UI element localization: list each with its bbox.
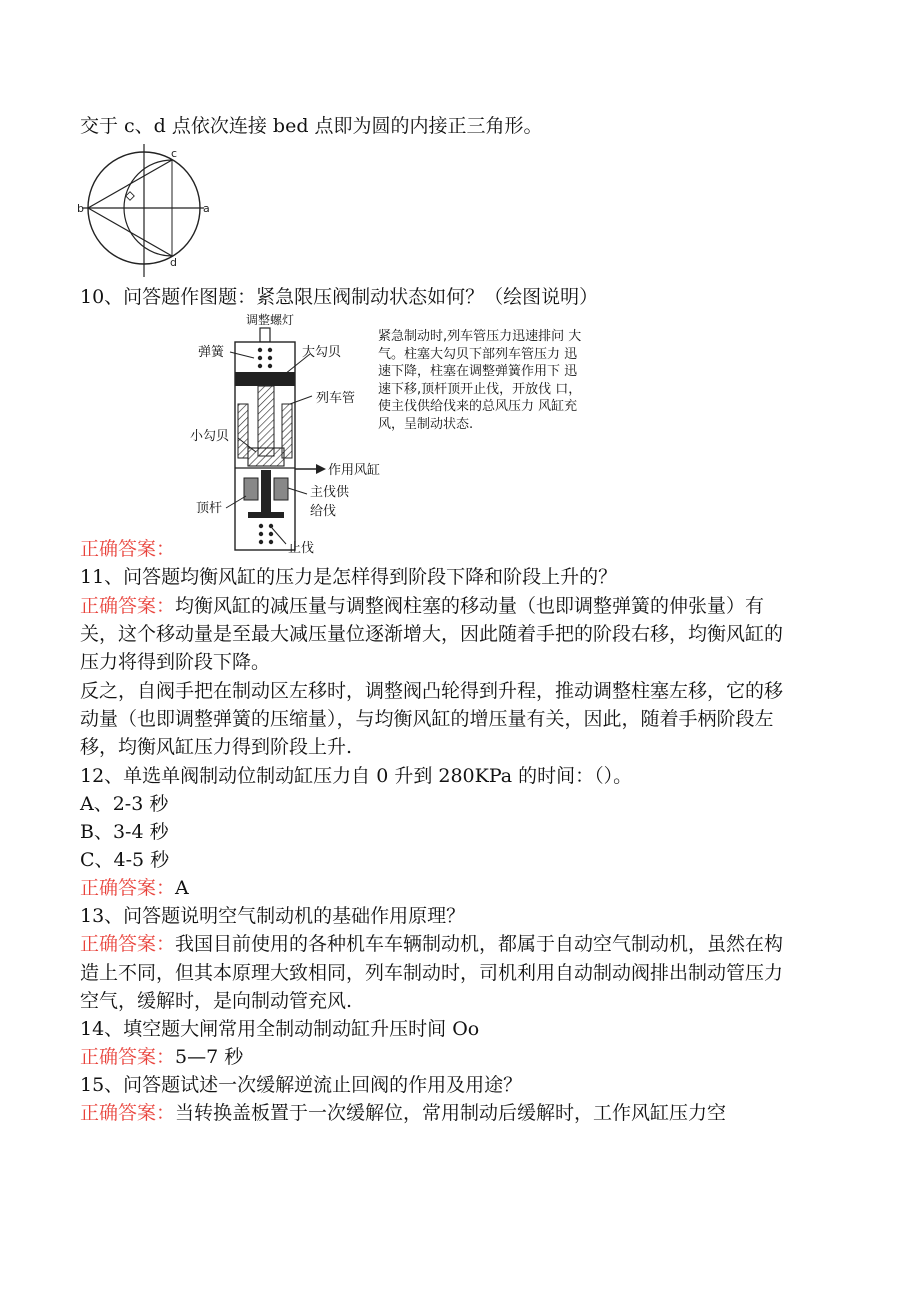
valve-note (378, 328, 618, 433)
answer-text: A (175, 877, 189, 899)
q13-answer (80, 930, 783, 958)
q15-answer (80, 1099, 726, 1127)
answer-text: 均衡风缸的减压量与调整阀柱塞的移动量（也即调整弹簧的伸张量）有 (175, 595, 765, 617)
note-line: 风，呈制动状态. (378, 416, 474, 432)
q10-question: 10、问答题作图题：紧急限压阀制动状态如何？（绘图说明） (80, 286, 599, 308)
answer-label: 正确答案： (80, 933, 176, 955)
q11-question: 11、问答题均衡风缸的压力是怎样得到阶段下降和阶段上升的？ (80, 566, 618, 588)
answer-text: 反之，自阀手把在制动区左移时，调整阀凸轮得到升程，推动调整柱塞左移，它的移 (80, 680, 784, 702)
q14-answer (80, 1043, 243, 1071)
q10-answer (80, 535, 175, 563)
label-main-supply: 主伐供 (310, 485, 350, 500)
label-supply-valve: 给伐 (310, 504, 337, 519)
label-spring: 弹簧 (198, 345, 225, 360)
label-a: a (203, 202, 210, 215)
answer-text: 移，均衡风缸压力得到阶段上升. (80, 736, 353, 758)
answer-text: 我国目前使用的各种机车车辆制动机，都属于自动空气制动机，虽然在构 (175, 933, 784, 955)
label-b: b (77, 202, 84, 215)
circle-triangle-figure (76, 140, 226, 280)
label-push-rod: 顶杆 (196, 501, 223, 516)
label-adjust-screw: 调整螺灯 (246, 313, 295, 327)
answer-text: 造上不同，但其本原理大致相同，列车制动时，司机利用自动制动阀排出制动管压力 (80, 962, 784, 984)
answer-text: 5—7 秒 (175, 1046, 244, 1068)
label-train-pipe: 列车管 (316, 391, 356, 406)
answer-text: 压力将得到阶段下降。 (80, 651, 271, 673)
note-line: 紧急制动时,列车管压力迅速排问 大 (378, 329, 582, 344)
label-large-piston: 大勾贝 (302, 345, 342, 360)
answer-text: 空气，缓解时，是向制动管充风. (80, 990, 353, 1012)
note-line: 使主伐供给伐来的总风压力 风缸充 (378, 399, 578, 414)
q12-option-a: A、2-3 秒 (80, 793, 169, 815)
note-line: 速下移,顶杆顶开止伐，开放伐 口， (378, 381, 582, 397)
q14-question: 14、填空题大闸常用全制动制动缸升压时间 Oo (80, 1018, 480, 1040)
answer-label: 正确答案： (80, 877, 176, 899)
label-action-reservoir: 作用风缸 (328, 463, 381, 478)
label-stop-valve: 止伐 (288, 541, 315, 556)
label-small-piston: 小勾贝 (190, 429, 230, 444)
note-line: 速下降，柱塞在调整弹簧作用下 迅 (378, 364, 578, 379)
valve-diagram (190, 312, 390, 556)
q12-option-b: B、3-4 秒 (80, 821, 169, 843)
note-line: 气。柱塞大勾贝下部列车管压力 迅 (378, 346, 578, 362)
q15-question: 15、问答题试述一次缓解逆流止回阀的作用及用途？ (80, 1074, 523, 1096)
answer-label: 正确答案： (80, 1102, 176, 1124)
q12-answer (80, 874, 189, 902)
answer-label: 正确答案： (80, 538, 176, 560)
q11-answer (80, 592, 764, 620)
answer-text: 动量（也即调整弹簧的压缩量），与均衡风缸的增压量有关，因此，随着手柄阶段左 (80, 708, 774, 730)
answer-label: 正确答案： (80, 1046, 176, 1068)
answer-text: 当转换盖板置于一次缓解位，常用制动后缓解时，工作风缸压力空 (175, 1102, 727, 1124)
q12-option-c: C、4-5 秒 (80, 849, 170, 871)
label-c: c (171, 147, 178, 160)
answer-text: 关，这个移动量是至最大减压量位逐渐增大，因此随着手把的阶段右移，均衡风缸的 (80, 623, 784, 645)
label-d: d (170, 256, 177, 269)
q12-question: 12、单选单阀制动位制动缸压力自 0 升到 280KPa 的时间：（）。 (80, 765, 633, 787)
intro-text: 交于 c、d 点依次连接 bed 点即为圆的内接正三角形。 (80, 115, 543, 137)
q13-question: 13、问答题说明空气制动机的基础作用原理？ (80, 905, 466, 927)
answer-label: 正确答案： (80, 595, 176, 617)
